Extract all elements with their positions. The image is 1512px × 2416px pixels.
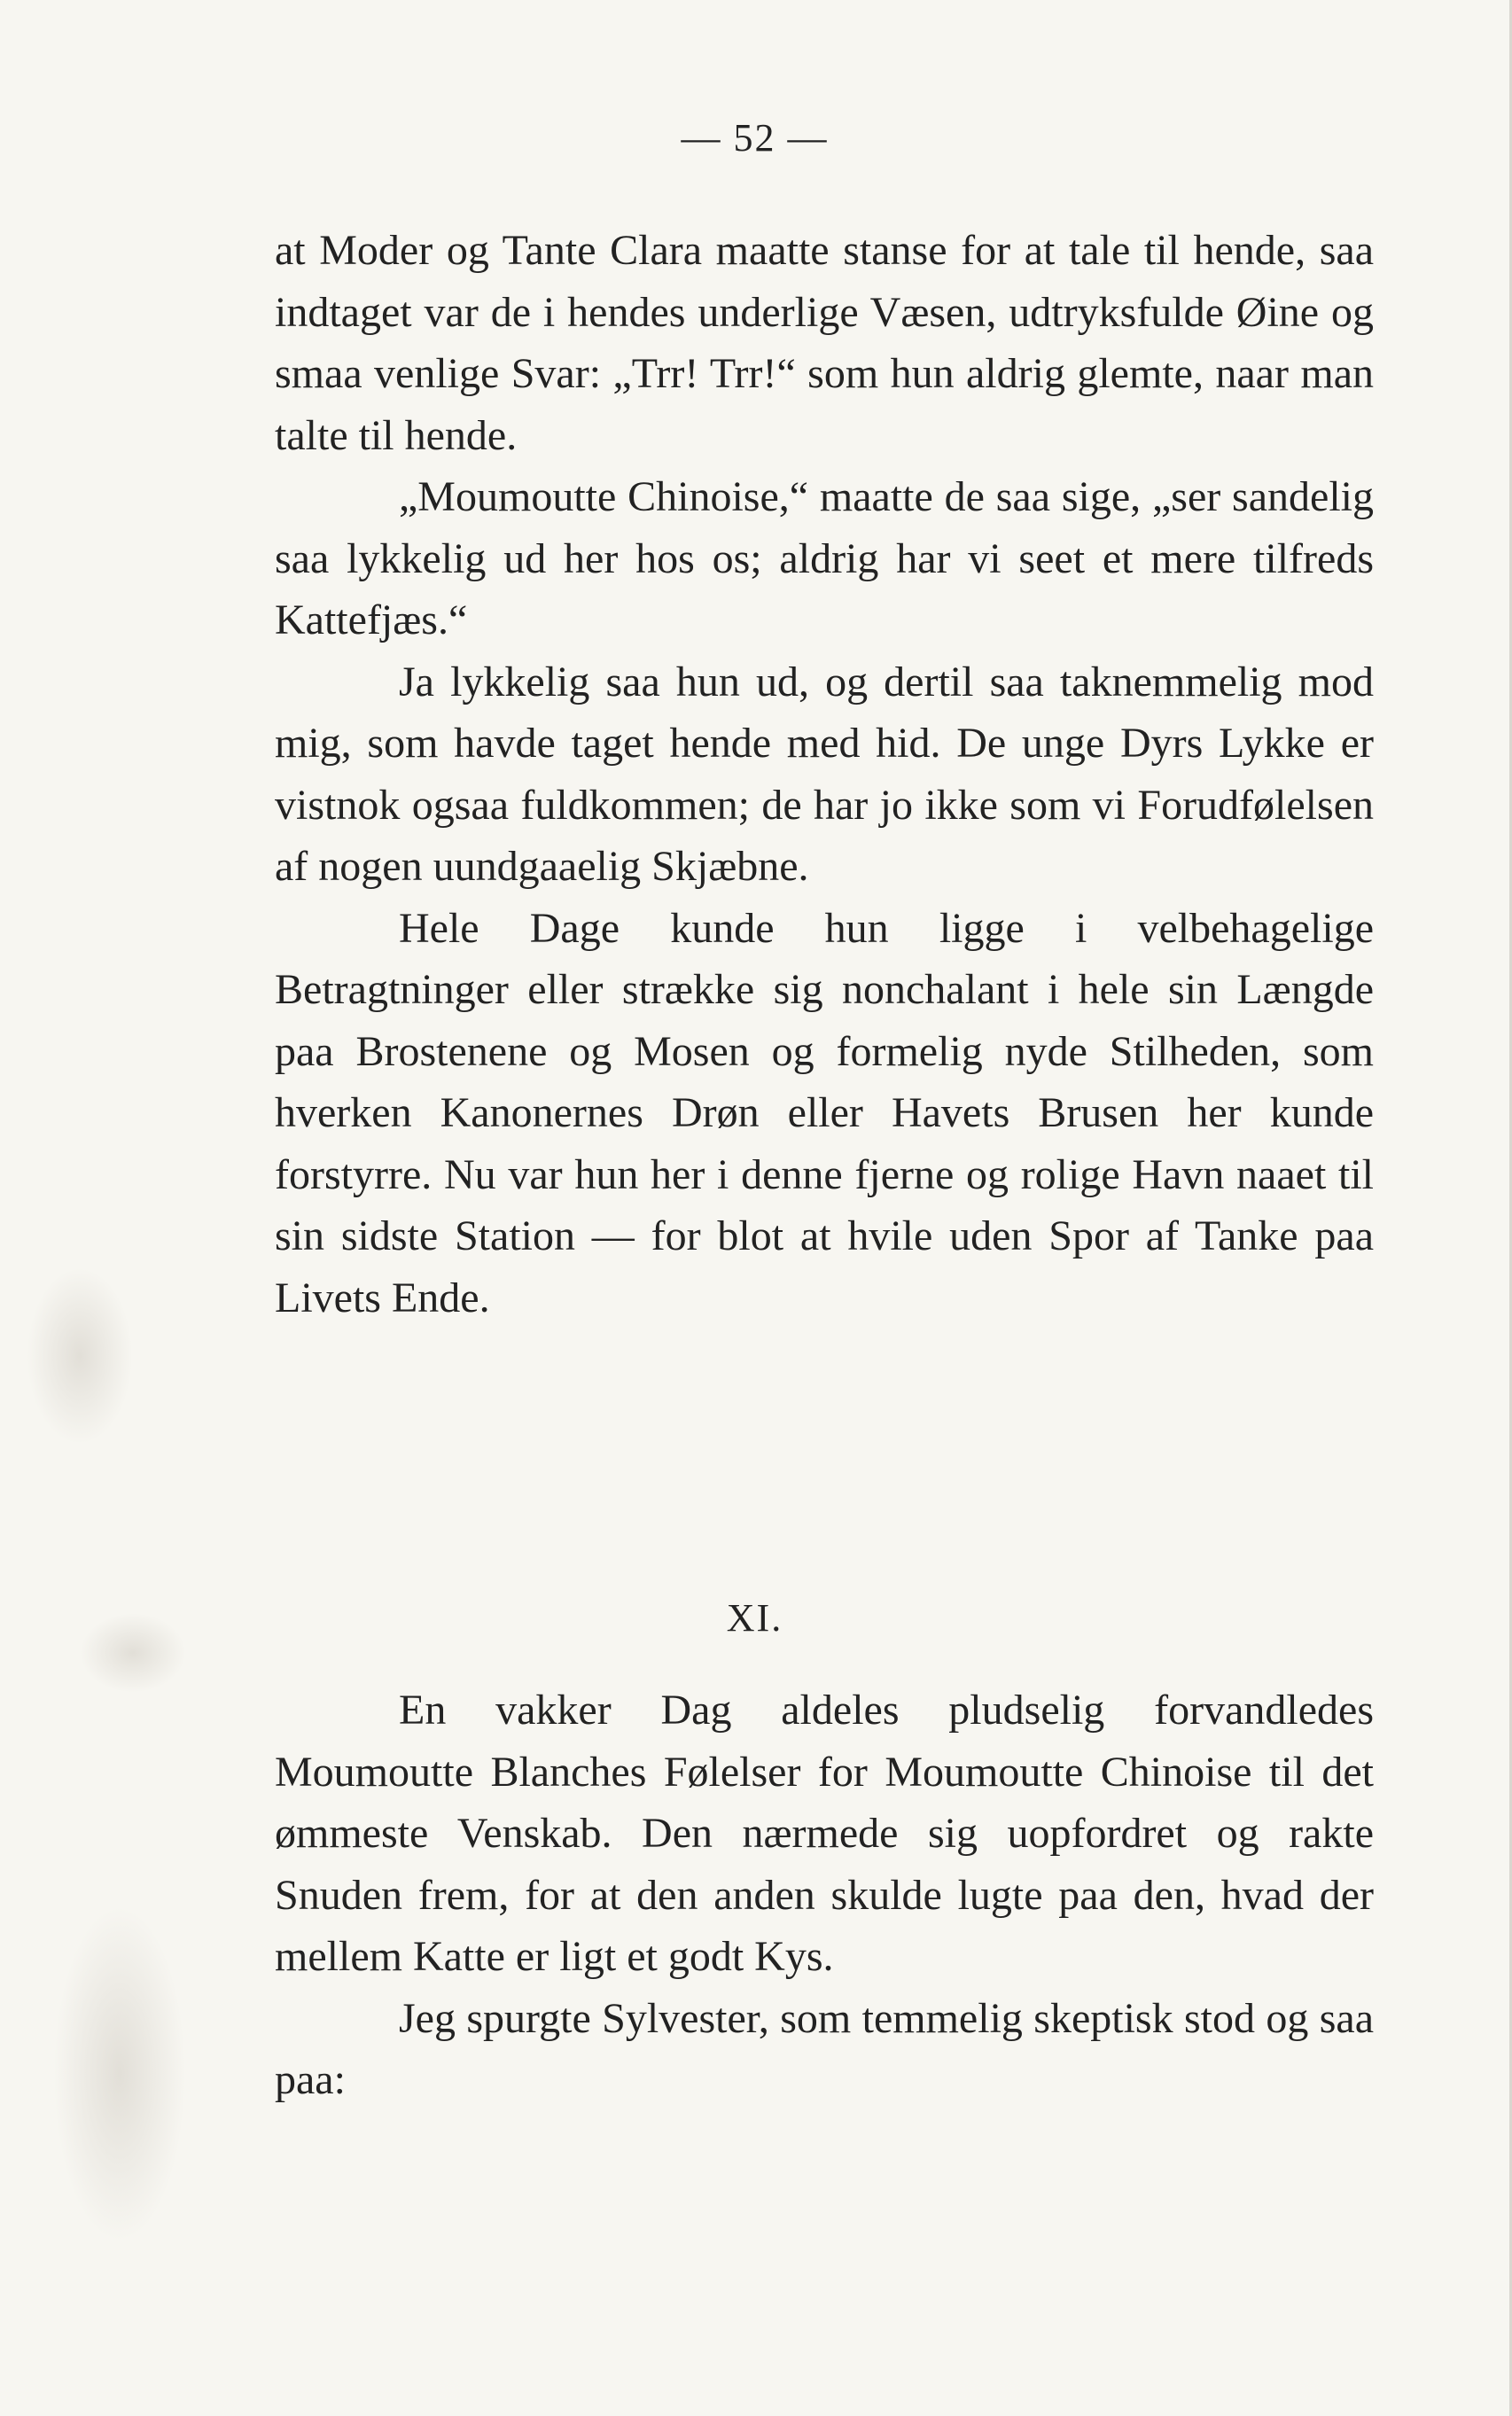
- paragraph: Hele Dage kunde hun ligge i velbehagelige Betragtninger eller strække sig nonchalant i hele sin Længde paa Brostenene og Mosen og formelig nyde Stilheden, som hverken Kanonernes Drøn eller Havets Brusen her kunde forstyrre. Nu var hun her i denne fjerne og rolige Havn naaet til sin sidste Station — for blot at hvile uden Spor af Tanke paa Livets Ende.: [275, 904, 1374, 1321]
- paper-stain: [53, 1906, 186, 2242]
- paragraph: Ja lykkelig saa hun ud, og dertil saa taknemmelig mod mig, som havde taget hende med hid. De unge Dyrs Lykke er vistnok ogsaa fuldkommen; de har jo ikke som vi Forudfølelsen af nogen uundgaaelig Skjæbne.: [275, 658, 1374, 890]
- page-number: — 52 —: [681, 116, 829, 160]
- text-block-after-chapter: [275, 1680, 1374, 2111]
- paragraph: „Moumoutte Chinoise,“ maatte de saa sige, „ser sandelig saa lykkelig ud her hos os; aldrig har vi seet et mere tilfreds Kattefjæs.“: [275, 473, 1374, 643]
- text-block-before-chapter: [275, 220, 1374, 1329]
- paragraph: at Moder og Tante Clara maatte stanse for at tale til hende, saa indtaget var de i hendes underlige Væsen, udtryksfulde Øine og smaa venlige Svar: „Trr! Trr!“ som hun aldrig glemte, naar man talte til hende.: [275, 227, 1374, 459]
- chapter-heading: XI.: [726, 1596, 783, 1640]
- paragraph: Jeg spurgte Sylvester, som temmelig skeptisk stod og saa paa:: [275, 1994, 1374, 2103]
- paper-stain: [27, 1267, 133, 1445]
- paragraph: En vakker Dag aldeles pludselig forvandledes Moumoutte Blanches Følelser for Moumoutte Chinoise til det ømmeste Venskab. Den nærmede sig uopfordret og rakte Snuden frem, for at den anden skulde lugte paa den, hvad der mellem Katte er ligt et godt Kys.: [275, 1687, 1374, 1980]
